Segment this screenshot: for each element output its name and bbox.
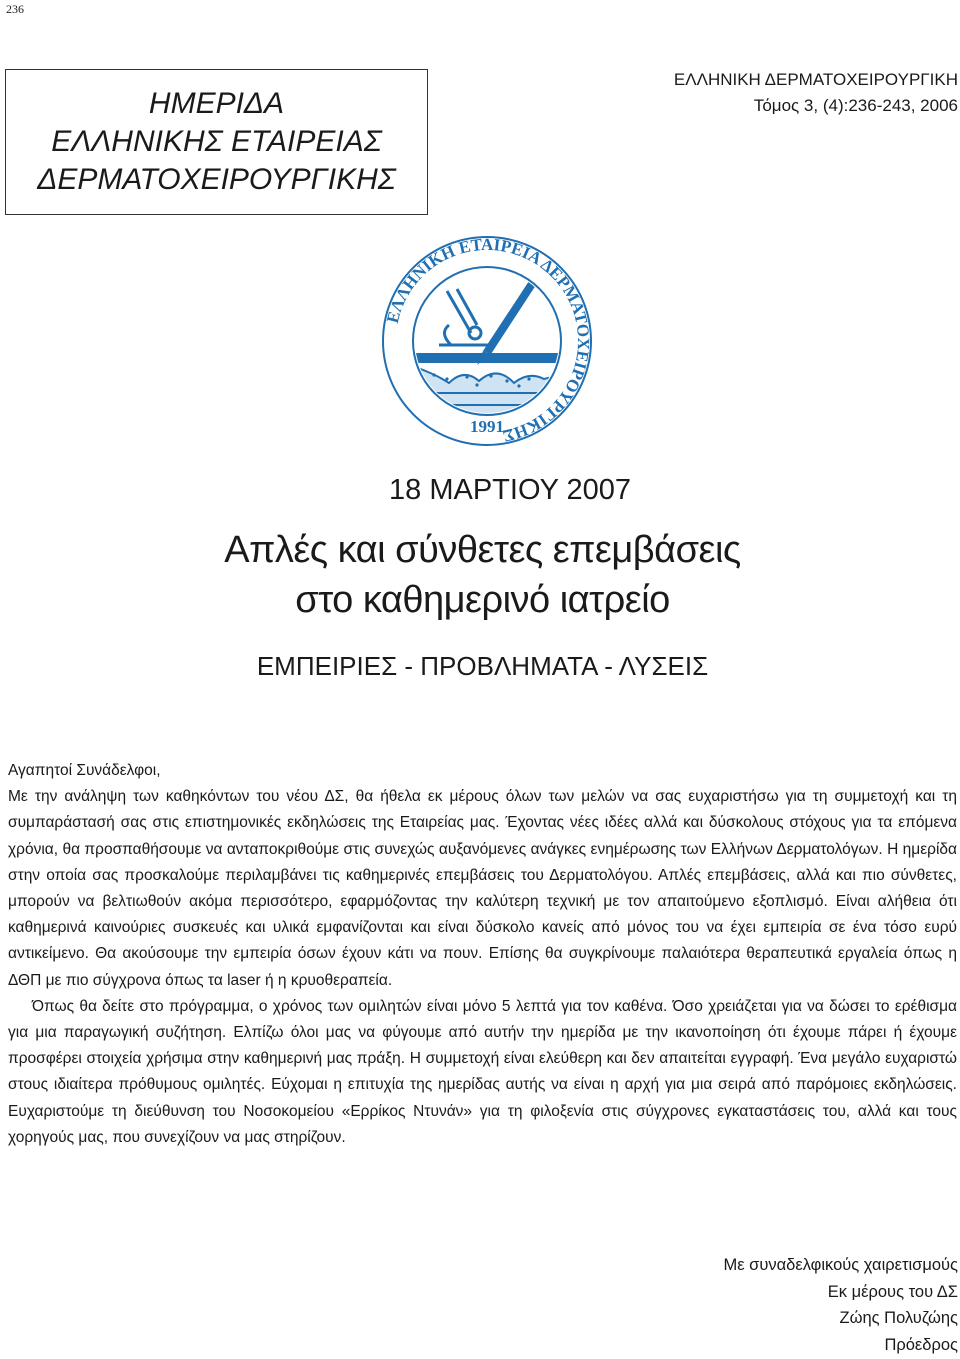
journal-reference xyxy=(674,67,958,119)
journal-name: ΕΛΛΗΝΙΚΗ ΔΕΡΜΑΤΟΧΕΙΡΟΥΡΓΙΚΗ xyxy=(673,70,958,89)
title-box xyxy=(5,69,428,215)
signature-on-behalf: Εκ μέρους του ΔΣ xyxy=(827,1282,958,1301)
journal-volume: Τόμος 3, (4):236-243, 2006 xyxy=(753,96,958,115)
event-subtitle: ΕΜΠΕΙΡΙΕΣ - ΠΡΟΒΛΗΜΑΤΑ - ΛΥΣΕΙΣ xyxy=(256,651,709,681)
letter-paragraph-2: Όπως θα δείτε στο πρόγραμμα, ο χρόνος των ομιλητών είναι μόνο 5 λεπτά για τον καθένα. Όσο χρειάζεται για να δώσει το ερέθισμα για μια παραγωγική συζήτηση. Ελπίζω όλοι μας να φύγουμε από αυτήν την ημερίδα με την ικανοποίηση ότι έχουμε πάρει ή έχουμε προσφέρει στοιχεία χρήσιμα στην καθημερινή μας πράξη. Η συμμετοχή είναι ελεύθερη και δεν απαιτείται εγγραφή. Ένα μεγάλο ευχαριστώ στους ιδιαίτερα πρόθυμους ομιλητές. Εύχομαι η επιτυχία της ημερίδας αυτής να είναι η αρχή για μια σειρά από παρόμοιες εκδηλώσεις. Ευχαριστούμε τη διεύθυνση του Νοσοκομείου «Ερρίκος Ντυνάν» για τη φιλοξενία στις σύγχρονες εγκαταστάσεις του, αλλά και τους χορηγούς μας, που συνεχίζουν να μας στηρίζουν. xyxy=(8,997,957,1146)
scalpel-icon xyxy=(477,281,536,365)
letter-body xyxy=(8,758,957,1151)
logo-year: 1991 xyxy=(470,417,504,436)
page-number: 236 xyxy=(6,2,24,16)
event-title-line-2: στο καθημερινό ιατρείο xyxy=(295,579,670,621)
logo-ring-text: ΕΛΛΗΝΙΚΗ ΕΤΑΙΡΕΙΑ ΔΕΡΜΑΤΟΧΕΙΡΟΥΡΓΙΚΗΣ xyxy=(382,234,594,446)
signature-closing: Με συναδελφικούς χαιρετισμούς xyxy=(723,1256,958,1274)
signature-block xyxy=(723,1252,958,1358)
letter-greeting: Αγαπητοί Συνάδελφοι, xyxy=(8,762,161,779)
signature-role: Πρόεδρος xyxy=(884,1335,958,1354)
event-title-line-1: Απλές και σύνθετες επεμβάσεις xyxy=(224,529,741,571)
title-line-1: ΗΜΕΡΙΔΑ xyxy=(148,87,285,120)
title-line-3: ΔΕΡΜΑΤΟΧΕΙΡΟΥΡΓΙΚΗΣ xyxy=(37,163,396,196)
society-logo-icon xyxy=(379,233,595,449)
event-title xyxy=(0,525,960,625)
signature-name: Ζώης Πολυζώης xyxy=(839,1309,958,1327)
title-line-2: ΕΛΛΗΝΙΚΗΣ ΕΤΑΙΡΕΙΑΣ xyxy=(51,125,382,158)
event-date: 18 ΜΑΡΤΙΟΥ 2007 xyxy=(389,474,631,506)
society-logo xyxy=(379,233,595,449)
letter-paragraph-1: Με την ανάληψη των καθηκόντων του νέου ΔΣ, θα ήθελα εκ μέρους όλων των μελών να σας ευχαριστήσω για τη συμμετοχή και τη συμπαράστασή σας στις επιστημονικές εκδηλώσεις της Εταιρείας μας. Έχοντας νέες ιδέες αλλά και δύσκολους στόχους για τα επόμενα χρόνια, θα προσπαθήσουμε να ανταποκριθούμε στις συνεχώς αυξανόμενες ανάγκες ενημέρωσης των Ελλήνων Δερματολόγων. Η ημερίδα στην οποία σας προσκαλούμε περιλαμβάνει τις καθημερινές επεμβάσεις του Δερματολόγου. Απλές επεμβάσεις, αλλά και πιο σύνθετες, μπορούν να βελτιωθούν ακόμα περισσότερο, εφαρμόζοντας την καλύτερη τεχνική με τον απαιτούμενο εξοπλισμό. Είναι αλήθεια ότι καθημερινά καινούριες συσκευές και υλικά εμφανίζονται και είναι δύσκολο κανείς από μόνος του να έχει εμπειρία σε ένα τόσο ευρύ αντικείμενο. Θα ακούσουμε την εμπειρία όσων έχουν κάτι να πουν. Επίσης θα συγκρίνουμε παλαιότερα θεραπευτικά εργαλεία όπως η ΔΘΠ με πιο σύγχρονα όπως τα laser ή η κρυοθεραπεία. xyxy=(8,788,957,989)
